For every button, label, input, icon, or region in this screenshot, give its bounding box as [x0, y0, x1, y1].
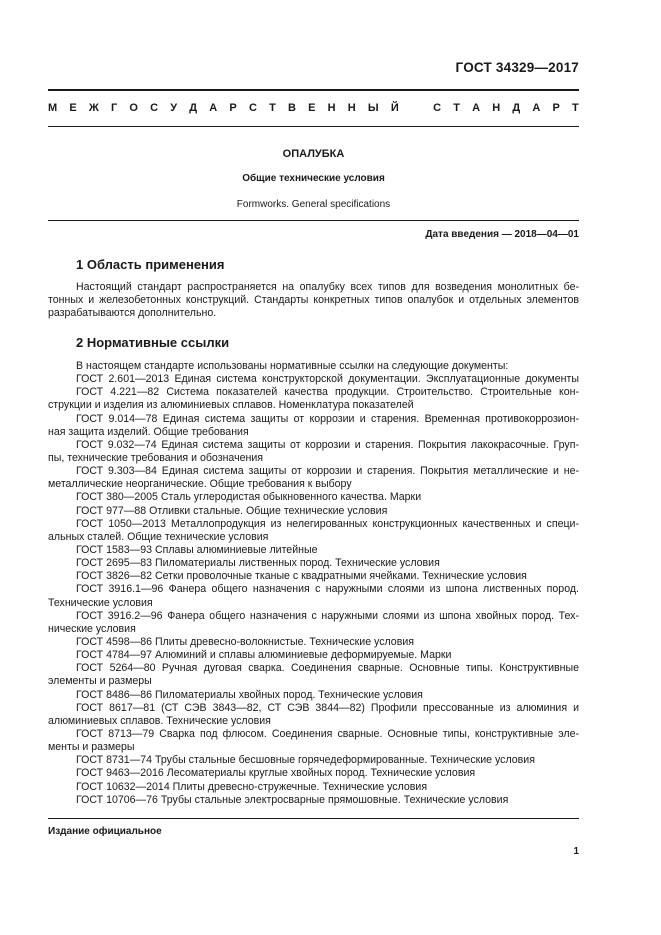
- reference-line: алюминиевых сплавов. Технические условия: [48, 714, 271, 727]
- header-rule-bottom: [48, 126, 579, 127]
- reference-line: ГОСТ 4784—97 Алюминий и сплавы алюминиевые деформируемые. Марки: [76, 649, 452, 662]
- reference-line: пы, технические требования и обозначения: [48, 451, 263, 464]
- reference-line: ГОСТ 1583—93 Сплавы алюминиевые литейные: [76, 543, 318, 556]
- document-id: ГОСТ 34329—2017: [455, 60, 579, 75]
- letter: Ж: [88, 102, 99, 114]
- letter: Е: [308, 102, 316, 114]
- text-line: тонных и железобетонных конструкций. Стандарты конкретных типов опалубок и отдельных элементов: [48, 294, 579, 307]
- reference-line: струкции и изделия из алюминиевых сплавов. Номенклатура показателей: [48, 399, 414, 412]
- reference-line: ГОСТ 8617—81 (СТ СЭВ 3843—82, СТ СЭВ 3844—82) Профили прессованные из алюминия и: [76, 701, 579, 714]
- reference-line: нические условия: [48, 622, 136, 635]
- letter: Р: [552, 102, 560, 114]
- letter: Н: [327, 102, 336, 114]
- letter: У: [170, 102, 178, 114]
- reference-line: ГОСТ 8731—74 Трубы стальные бесшовные горячедеформированные. Технические условия: [76, 754, 535, 767]
- document-title: ОПАЛУБКА: [282, 148, 345, 160]
- footer-rule: [48, 818, 579, 819]
- letter: Т: [453, 102, 460, 114]
- reference-line: ГОСТ 4.221—82 Система показателей качества продукции. Строительство. Строительные кон-: [76, 386, 579, 399]
- header-rule-top: [48, 89, 579, 91]
- normative-references-list: [48, 360, 579, 807]
- reference-line: элементы и размеры: [48, 675, 152, 688]
- letter: Р: [229, 102, 237, 114]
- document-title-english: Formworks. General specifications: [236, 199, 391, 210]
- reference-line: ГОСТ 380—2005 Сталь углеродистая обыкновенного качества. Марки: [76, 491, 422, 504]
- reference-line: ГОСТ 5264—80 Ручная дуговая сварка. Соединения сварные. Основные типы. Конструктивные: [76, 662, 579, 675]
- letter: А: [209, 102, 218, 114]
- letter: Н: [492, 102, 501, 114]
- text-line: В настоящем стандарте использованы нормативные ссылки на следующие документы:: [76, 360, 509, 372]
- letter: Д: [189, 102, 198, 114]
- title-rule: [48, 220, 579, 221]
- document-subtitle: Общие технические условия: [242, 173, 385, 184]
- reference-line: ГОСТ 10706—76 Трубы стальные электросварные прямошовные. Технические условия: [76, 793, 509, 806]
- letter: М: [48, 102, 58, 114]
- reference-line: альных сталей. Общие технические условия: [48, 530, 269, 543]
- letter: С: [150, 102, 159, 114]
- text-line: Настоящий стандарт распространяется на опалубку всех типов для возведения монолитных бе-: [76, 281, 579, 293]
- reference-line: ная защита изделий. Общие требования: [48, 425, 249, 438]
- reference-line: ГОСТ 10632—2014 Плиты древесно-стружечные. Технические условия: [76, 780, 428, 793]
- reference-line: ГОСТ 9.014—78 Единая система защиты от коррозии и старения. Временная противокоррозион-: [76, 412, 579, 425]
- letter: Т: [572, 102, 579, 114]
- reference-line: ГОСТ 3826—82 Сетки проволочные тканые с квадратными ячейками. Технические условия: [76, 570, 527, 583]
- page-number: 1: [573, 846, 579, 857]
- reference-line: ГОСТ 4598—86 Плиты древесно-волокнистые. Технические условия: [76, 635, 414, 648]
- letter: А: [532, 102, 541, 114]
- reference-line: ГОСТ 1050—2013 Металлопродукция из нелегированных конструкционных качественных и специ-: [76, 517, 579, 530]
- reference-line: ГОСТ 9.032—74 Единая система защиты от коррозии и старения. Покрытия лакокрасочные. Груп-: [76, 438, 579, 451]
- section-1-heading: 1 Область применения: [76, 257, 225, 272]
- letter: Й: [390, 102, 399, 114]
- reference-line: ГОСТ 3916.2—96 Фанера общего назначения с наружными слоями из шпона хвойных пород. Тех-: [76, 609, 579, 622]
- letter: О: [129, 102, 138, 114]
- reference-line: металлические неорганические. Общие требования к выбору: [48, 478, 352, 491]
- reference-line: ГОСТ 9463—2016 Лесоматериалы круглые хвойных пород. Технические условия: [76, 767, 476, 780]
- reference-line: ГОСТ 2695—83 Пиломатериалы лиственных пород. Технические условия: [76, 557, 440, 570]
- letter: А: [472, 102, 481, 114]
- letter: Г: [110, 102, 118, 114]
- official-edition-label: Издание официальное: [48, 826, 162, 837]
- letter: С: [433, 102, 442, 114]
- reference-line: ГОСТ 3916.1—96 Фанера общего назначения с наружными слоями из шпона лиственных пород.: [76, 583, 579, 596]
- text-line: разрабатываются дополнительно.: [48, 307, 217, 320]
- letter: Ы: [367, 102, 379, 114]
- letter: Д: [512, 102, 521, 114]
- reference-line: ГОСТ 8713—79 Сварка под флюсом. Соединения сварные. Основные типы, конструктивные эле-: [76, 727, 579, 740]
- reference-line: ГОСТ 2.601—2013 Единая система конструкторской документации. Эксплуатационные документы: [76, 373, 579, 386]
- reference-line: менты и размеры: [48, 741, 135, 754]
- letter: Т: [269, 102, 276, 114]
- section-2-heading: 2 Нормативные ссылки: [76, 335, 230, 350]
- letter-space: [411, 102, 421, 114]
- standard-type-label: [48, 102, 579, 114]
- letter: Е: [69, 102, 77, 114]
- section-1-text: [48, 281, 579, 321]
- letter: С: [248, 102, 257, 114]
- introduction-date: Дата введения — 2018—04—01: [425, 229, 579, 240]
- letter: В: [287, 102, 296, 114]
- reference-line: ГОСТ 977—88 Отливки стальные. Общие технические условия: [76, 504, 388, 517]
- letter: Н: [347, 102, 356, 114]
- reference-line: Технические условия: [48, 596, 153, 609]
- reference-line: ГОСТ 9.303—84 Единая система защиты от коррозии и старения. Покрытия металлические и не-: [76, 465, 579, 478]
- reference-line: ГОСТ 8486—86 Пиломатериалы хвойных пород. Технические условия: [76, 688, 423, 701]
